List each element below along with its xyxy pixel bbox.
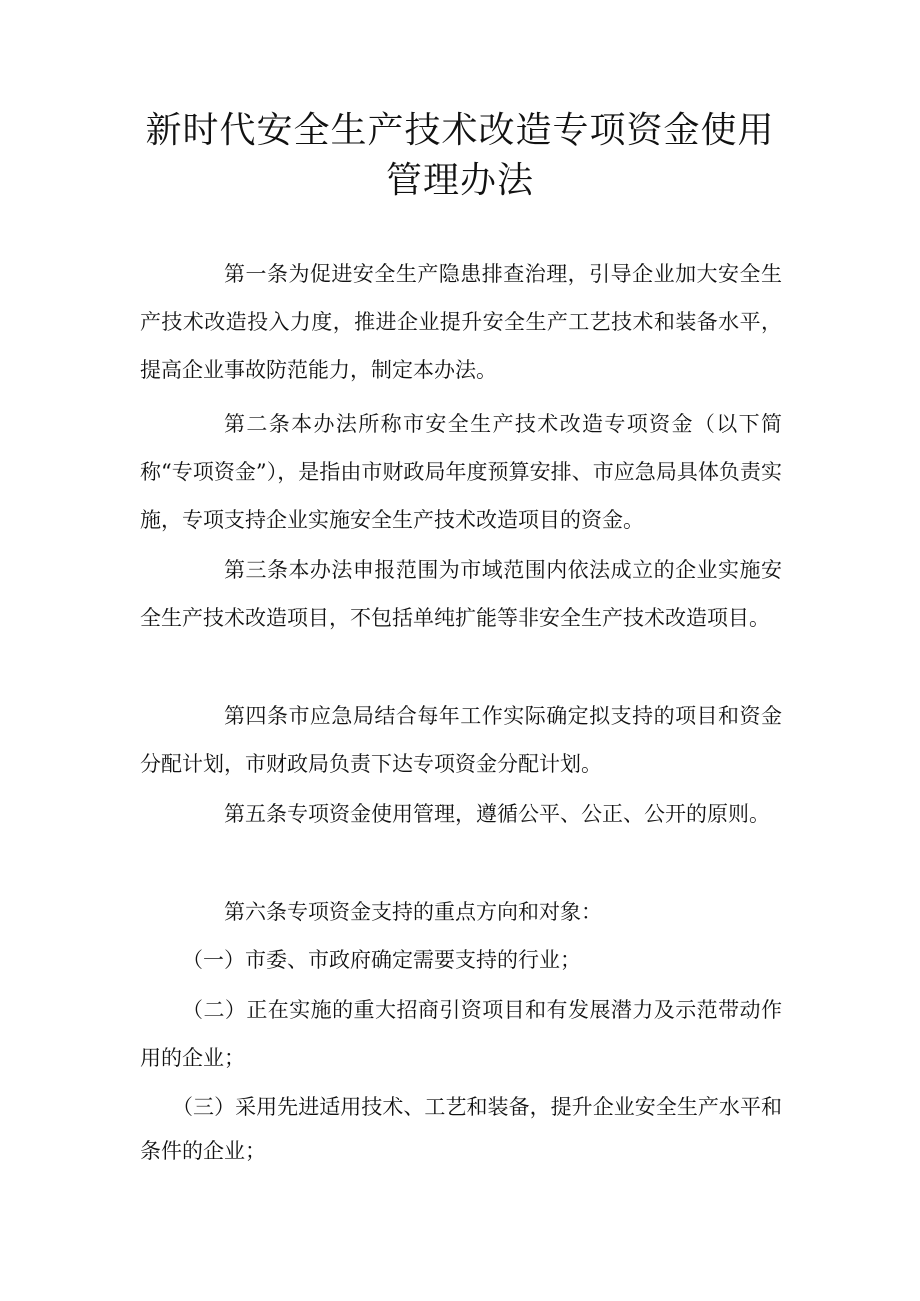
article-6-item-2: （二）正在实施的重大招商引资项目和有发展潜力及示范带动作用的企业； <box>140 998 782 1070</box>
article-5-paragraph: 第五条专项资金使用管理，遵循公平、公正、公开的原则。 <box>224 802 770 826</box>
article-4-paragraph: 第四条市应急局结合每年工作实际确定拟支持的项目和资金分配计划，市财政局负责下达专项资金分配计划。 <box>140 704 782 776</box>
document-title: 新时代安全生产技术改造专项资金使用管理办法 <box>145 110 775 201</box>
article-3-paragraph: 第三条本办法申报范围为市域范围内依法成立的企业实施安全生产技术改造项目，不包括单纯扩能等非安全生产技术改造项目。 <box>140 558 782 630</box>
article-2-paragraph: 第二条本办法所称市安全生产技术改造专项资金（以下简称“专项资金”），是指由市财政局年度预算安排、市应急局具体负责实施，专项支持企业实施安全生产技术改造项目的资金。 <box>140 412 782 532</box>
article-6-paragraph: 第六条专项资金支持的重点方向和对象： <box>224 900 602 924</box>
article-6-item-1: （一）市委、市政府确定需要支持的行业； <box>182 948 581 972</box>
article-1-paragraph: 第一条为促进安全生产隐患排查治理，引导企业加大安全生产技术改造投入力度，推进企业提升安全生产工艺技术和装备水平，提高企业事故防范能力，制定本办法。 <box>140 262 782 382</box>
article-6-item-3: （三）采用先进适用技术、工艺和装备，提升企业安全生产水平和条件的企业； <box>140 1095 782 1163</box>
